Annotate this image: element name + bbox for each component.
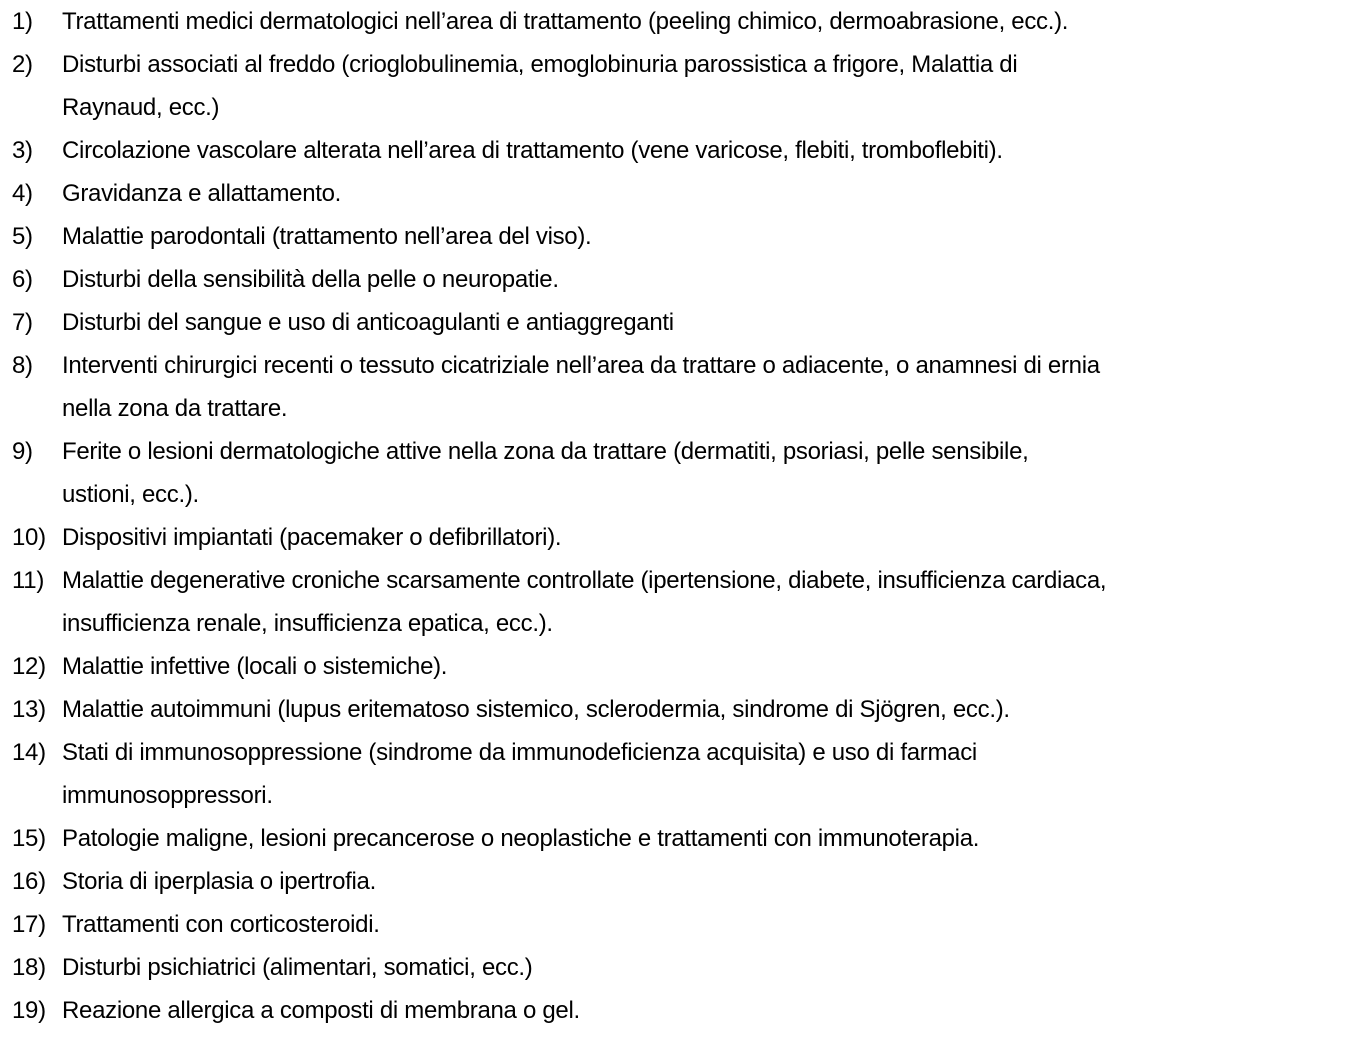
list-item <box>12 0 1342 43</box>
list-item <box>12 516 1342 559</box>
item-text <box>62 860 1342 903</box>
item-text <box>62 559 1342 645</box>
item-text-line: Disturbi psichiatrici (alimentari, somatici, ecc.) <box>62 954 533 981</box>
document-page <box>12 0 1342 1032</box>
item-number: 5) <box>12 223 33 250</box>
item-text-line: Trattamenti medici dermatologici nell’area di trattamento (peeling chimico, dermoabrasione, ecc.). <box>62 8 1069 35</box>
list-item <box>12 731 1342 817</box>
item-text <box>62 946 1342 989</box>
item-number: 7) <box>12 309 33 336</box>
item-text-line: Circolazione vascolare alterata nell’area di trattamento (vene varicose, flebiti, tromboflebiti). <box>62 137 1003 164</box>
list-item <box>12 688 1342 731</box>
item-text <box>62 688 1342 731</box>
item-text-line: Malattie infettive (locali o sistemiche). <box>62 653 448 680</box>
list-item <box>12 172 1342 215</box>
item-number: 14) <box>12 739 46 766</box>
list-item <box>12 129 1342 172</box>
item-text <box>62 645 1342 688</box>
item-text <box>62 172 1342 215</box>
item-number: 9) <box>12 438 33 465</box>
item-text <box>62 43 1342 129</box>
item-text <box>62 430 1342 516</box>
item-number: 17) <box>12 911 46 938</box>
item-text <box>62 516 1342 559</box>
item-number: 12) <box>12 653 46 680</box>
item-text-line: nella zona da trattare. <box>62 395 288 422</box>
item-text <box>62 215 1342 258</box>
item-text-line: ustioni, ecc.). <box>62 481 199 508</box>
list-item <box>12 559 1342 645</box>
list-item <box>12 430 1342 516</box>
item-number: 3) <box>12 137 33 164</box>
item-number: 8) <box>12 352 33 379</box>
item-text <box>62 129 1342 172</box>
list-item <box>12 989 1342 1032</box>
item-number: 10) <box>12 524 46 551</box>
list-item <box>12 258 1342 301</box>
item-text-line: Dispositivi impiantati (pacemaker o defibrillatori). <box>62 524 562 551</box>
list-item <box>12 817 1342 860</box>
item-number: 19) <box>12 997 46 1024</box>
item-number: 15) <box>12 825 46 852</box>
item-text-line: Disturbi associati al freddo (crioglobulinemia, emoglobinuria parossistica a frigore, Malattia di <box>62 51 1018 78</box>
item-text-line: Malattie degenerative croniche scarsamente controllate (ipertensione, diabete, insufficienza cardiaca, <box>62 567 1107 594</box>
item-number: 1) <box>12 8 33 35</box>
item-text <box>62 731 1342 817</box>
item-text <box>62 258 1342 301</box>
item-text-line: Reazione allergica a composti di membrana o gel. <box>62 997 580 1024</box>
item-number: 16) <box>12 868 46 895</box>
list-item <box>12 43 1342 129</box>
item-text <box>62 344 1342 430</box>
item-text-line: Patologie maligne, lesioni precancerose o neoplastiche e trattamenti con immunoterapia. <box>62 825 980 852</box>
item-text-line: Interventi chirurgici recenti o tessuto cicatriziale nell’area da trattare o adiacente, o anamnesi di ernia <box>62 352 1100 379</box>
item-text-line: Gravidanza e allattamento. <box>62 180 342 207</box>
item-text-line: Raynaud, ecc.) <box>62 94 220 121</box>
item-number: 4) <box>12 180 33 207</box>
item-text <box>62 0 1342 43</box>
item-number: 2) <box>12 51 33 78</box>
item-number: 6) <box>12 266 33 293</box>
item-number: 13) <box>12 696 46 723</box>
item-text <box>62 817 1342 860</box>
item-text-line: Disturbi della sensibilità della pelle o neuropatie. <box>62 266 559 293</box>
item-number: 11) <box>12 567 45 594</box>
item-text <box>62 989 1342 1032</box>
list-item <box>12 645 1342 688</box>
list-item <box>12 301 1342 344</box>
item-text <box>62 903 1342 946</box>
item-text-line: Malattie parodontali (trattamento nell’area del viso). <box>62 223 592 250</box>
list-item <box>12 946 1342 989</box>
item-text-line: Storia di iperplasia o ipertrofia. <box>62 868 376 895</box>
item-text-line: Ferite o lesioni dermatologiche attive nella zona da trattare (dermatiti, psoriasi, pelle sensibile, <box>62 438 1029 465</box>
list-item <box>12 215 1342 258</box>
item-text-line: immunosoppressori. <box>62 782 273 809</box>
item-text-line: insufficienza renale, insufficienza epatica, ecc.). <box>62 610 553 637</box>
contraindications-list <box>12 0 1342 1032</box>
item-text-line: Stati di immunosoppressione (sindrome da immunodeficienza acquisita) e uso di farmaci <box>62 739 977 766</box>
list-item <box>12 344 1342 430</box>
list-item <box>12 903 1342 946</box>
item-number: 18) <box>12 954 46 981</box>
item-text-line: Malattie autoimmuni (lupus eritematoso sistemico, sclerodermia, sindrome di Sjögren, ecc.). <box>62 696 1010 723</box>
item-text-line: Disturbi del sangue e uso di anticoagulanti e antiaggreganti <box>62 309 674 336</box>
item-text <box>62 301 1342 344</box>
list-item <box>12 860 1342 903</box>
item-text-line: Trattamenti con corticosteroidi. <box>62 911 380 938</box>
